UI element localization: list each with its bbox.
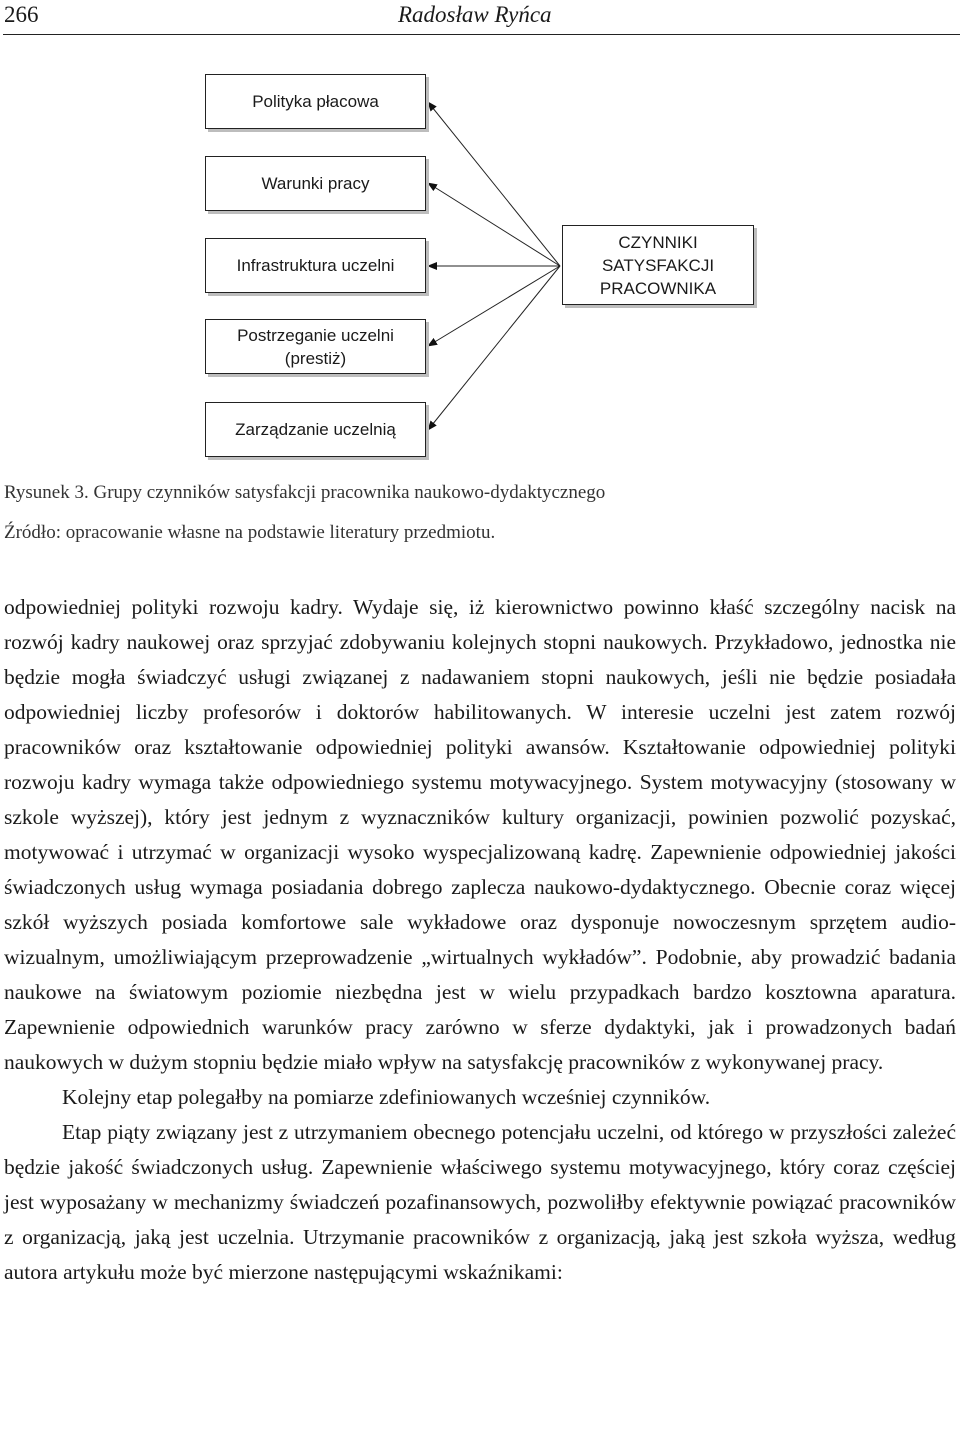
figure-caption: Rysunek 3. Grupy czynników satysfakcji pracownika naukowo-dydaktycznego — [4, 482, 606, 503]
paragraph: Etap piąty związany jest z utrzymaniem obecnego potencjału uczelni, od którego w przyszłości zależeć będzie jakość świadczonych usług. Zapewnienie właściwego systemu motywacyjnego, który coraz częściej jest wyposażany w mechanizmy świadczeń pozafinansowych, pozwoliłby efektywnie powiązać pracowników z organizacją, jaką jest uczelnia. Utrzymanie pracowników z organizacją, jaką jest szkoła wyższa, według autora artykułu może być mierzone następującymi wskaźnikami: — [4, 1120, 956, 1284]
page-header — [0, 0, 960, 36]
factor-box-infrastruktura: Infrastruktura uczelni — [205, 238, 426, 293]
header-rule — [3, 34, 960, 35]
arrow-to-zarzadzanie — [428, 266, 560, 430]
factor-box-warunki-pracy: Warunki pracy — [205, 156, 426, 211]
central-box-czynniki-satysfakcji: CZYNNIKI SATYSFAKCJI PRACOWNIKA — [562, 225, 754, 305]
figure-diagram — [0, 60, 960, 470]
page-number: 266 — [4, 2, 39, 27]
arrow-to-warunki — [428, 183, 560, 266]
factor-box-polityka-placowa: Polityka płacowa — [205, 74, 426, 129]
paragraph: Kolejny etap polegałby na pomiarze zdefiniowanych wcześniej czynników. — [62, 1085, 711, 1109]
running-head-author: Radosław Ryńca — [398, 2, 552, 27]
body-text — [4, 590, 956, 1290]
figure-source: Źródło: opracowanie własne na podstawie literatury przedmiotu. — [4, 522, 496, 543]
factor-box-zarzadzanie: Zarządzanie uczelnią — [205, 402, 426, 457]
paragraph: odpowiedniej polityki rozwoju kadry. Wydaje się, iż kierownictwo powinno kłaść szczególny nacisk na rozwój kadry naukowej oraz sprzyjać zdobywaniu kolejnych stopni naukowych. Przykładowo, jednostka nie będzie mogła świadczyć usługi związanej z nadawaniem stopni naukowych, jeśli nie będzie posiadała odpowiedniej liczby profesorów i doktorów habilitowanych. W interesie uczelni jest zatem rozwój pracowników oraz kształtowanie odpowiedniej polityki awansów. Kształtowanie odpowiedniej polityki rozwoju kadry wymaga także odpowiedniego systemu motywacyjnego. System motywacyjny (stosowany w szkole wyższej), który jest jednym z wyznaczników kultury organizacji, powinien pozwolić pozyskać, motywować i utrzymać w organizacji wysoko wyspecjalizowaną kadrę. Zapewnienie odpowiedniej jakości świadczonych usług wymaga posiadania dobrego zaplecza naukowo-dydaktycznego. Obecnie coraz więcej szkół wyższych posiada komfortowe sale wykładowe oraz dysponuje nowoczesnym sprzętem audio-wizualnym, umożliwiającym przeprowadzenie „wirtualnych wykładów”. Podobnie, aby prowadzić badania naukowe na światowym poziomie niezbędna jest w wielu przypadkach bardzo kosztowna aparatura. Zapewnienie odpowiednich warunków pracy zarówno w sferze dydaktyki, jak i prowadzonych badań naukowych w dużym stopniu będzie miało wpływ na satysfakcję pracowników z wykonywanej pracy. — [4, 595, 956, 1074]
factor-box-postrzeganie: Postrzeganie uczelni (prestiż) — [205, 319, 426, 374]
arrow-to-polityka — [428, 102, 560, 266]
connector-lines — [0, 60, 960, 470]
arrow-to-postrzeganie — [428, 266, 560, 346]
